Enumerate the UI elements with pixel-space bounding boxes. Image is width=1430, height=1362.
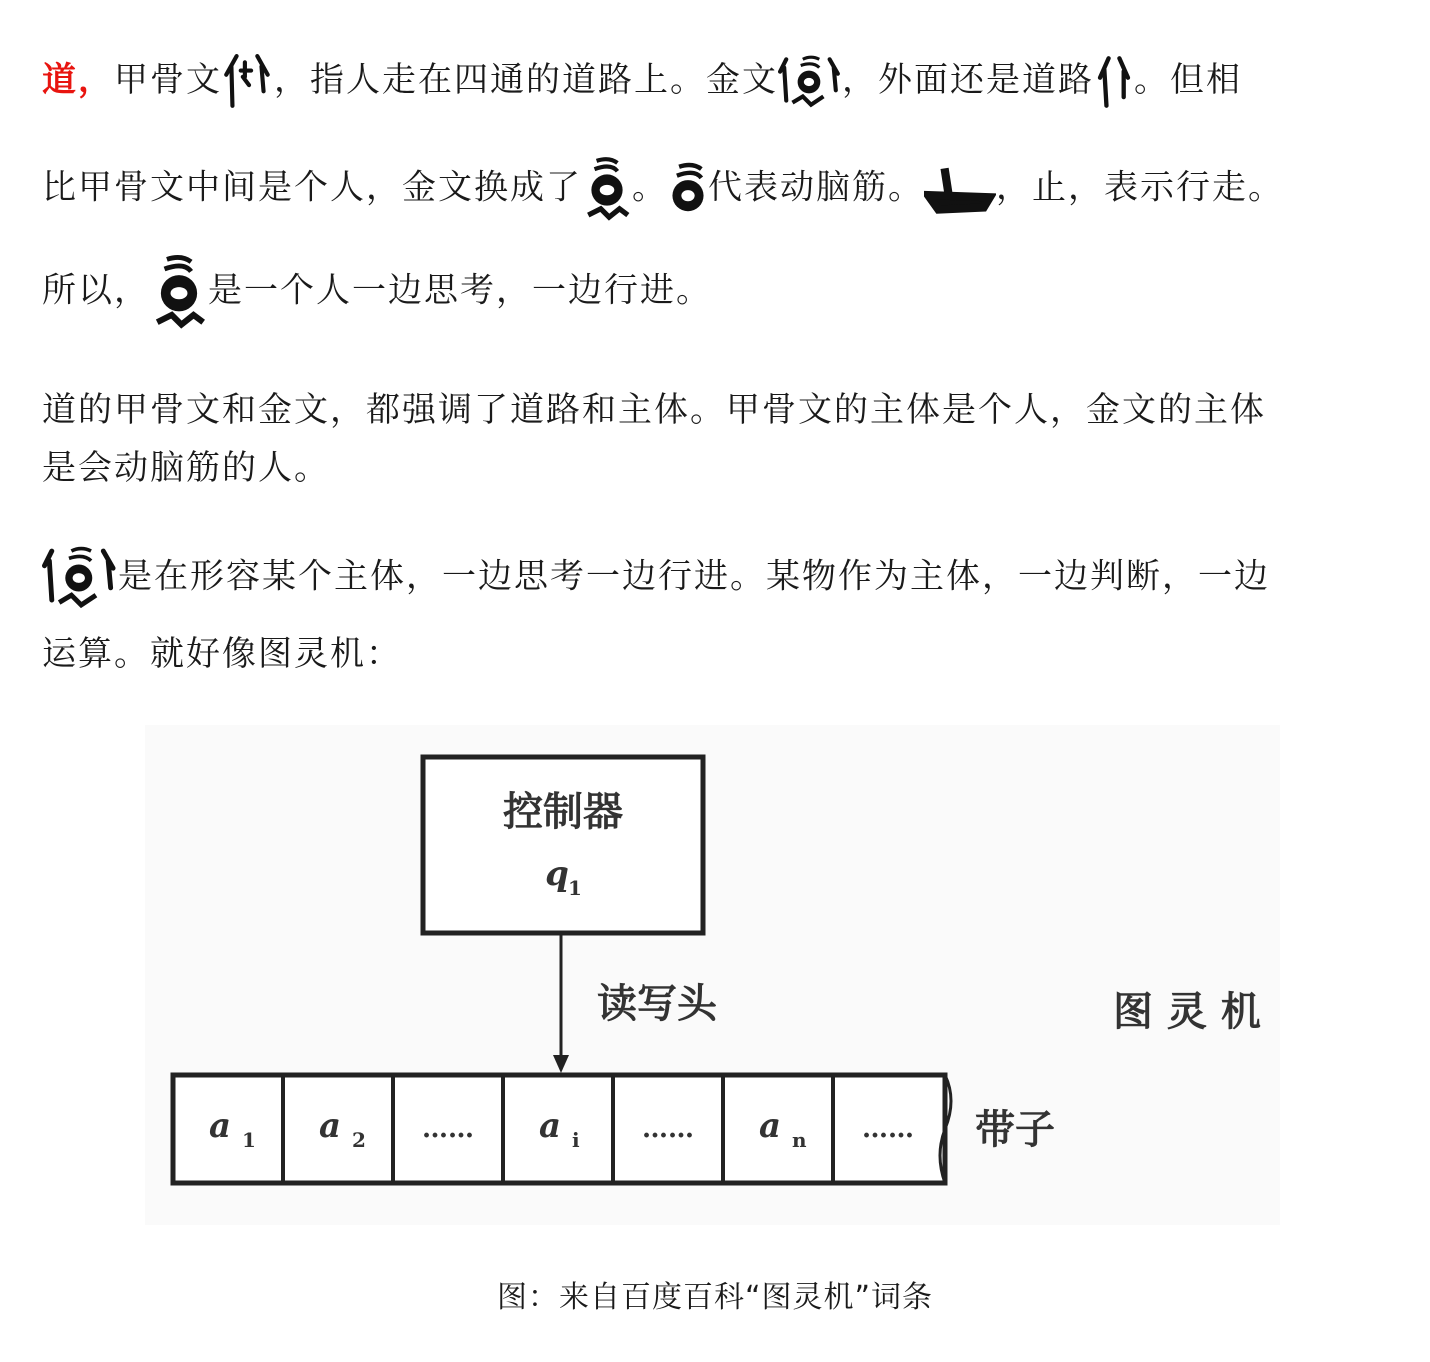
para1-line3: [42, 242, 712, 342]
text-span: 所以，: [42, 270, 150, 311]
head-body-glyph-icon: [582, 148, 632, 230]
text-span: ，外面还是道路: [842, 60, 1094, 100]
text-span: 甲骨文: [114, 60, 222, 100]
text-span: 。: [632, 167, 668, 208]
tape-cell-symbol: a: [208, 1106, 232, 1146]
head-body-glyph-icon: [150, 242, 208, 342]
para3-line1: [42, 540, 1270, 616]
turing-machine-figure: [145, 725, 1280, 1225]
para1-line1: [42, 52, 1242, 110]
controller-box: [423, 757, 703, 933]
tape-cell-symbol: ……: [642, 1114, 694, 1144]
text-span: ，指人走在四通的道路上。金文: [274, 60, 778, 100]
para2-line1: 道的甲骨文和金文，都强调了道路和主体。甲骨文的主体是个人，金文的主体: [42, 390, 1266, 430]
controller-label: 控制器: [503, 788, 623, 835]
para3-line2: 运算。就好像图灵机：: [42, 634, 402, 674]
oracle-dao-glyph-icon: [222, 54, 274, 110]
figure-caption: 图：来自百度百科“图灵机”词条: [496, 1280, 934, 1315]
tape-cell-symbol: ……: [422, 1114, 474, 1144]
para2-line2: 是会动脑筋的人。: [42, 448, 330, 488]
text-span: 。但相: [1134, 60, 1242, 100]
bronze-dao-glyph-icon: [42, 540, 118, 616]
tape-cell-subscript: 1: [242, 1128, 256, 1152]
tape-label: 带子: [975, 1106, 1055, 1153]
highlight-dao: 道，: [42, 60, 114, 100]
text-span: ，止，表示行走。: [996, 167, 1284, 208]
road-glyph-icon: [1094, 54, 1134, 110]
para1-line2: [42, 148, 1284, 230]
head-glyph-icon: [668, 153, 708, 225]
tape-cell-subscript: i: [572, 1128, 580, 1152]
foot-glyph-icon: [924, 153, 996, 225]
tape-cell-subscript: n: [792, 1128, 807, 1152]
text-span: 比甲骨文中间是个人，金文换成了: [42, 167, 582, 208]
tape-cell-subscript: 2: [352, 1128, 366, 1152]
head-label: 读写头: [597, 980, 717, 1027]
figure-title: 图 灵 机: [1113, 988, 1261, 1035]
state-label: q: [545, 854, 569, 894]
state-subscript: 1: [568, 876, 582, 900]
tape-cell-symbol: a: [538, 1106, 562, 1146]
text-span: 是在形容某个主体，一边思考一边行进。某物作为主体，一边判断，一边: [118, 556, 1270, 597]
text-span: 是一个人一边思考，一边行进。: [208, 270, 712, 311]
turing-machine-diagram: [145, 725, 1280, 1225]
tape-cell-symbol: a: [318, 1106, 342, 1146]
tape-cell-symbol: ……: [862, 1114, 914, 1144]
text-span: 代表动脑筋。: [708, 167, 924, 208]
bronze-dao-glyph-icon: [778, 54, 842, 110]
tape-cell-symbol: a: [758, 1106, 782, 1146]
